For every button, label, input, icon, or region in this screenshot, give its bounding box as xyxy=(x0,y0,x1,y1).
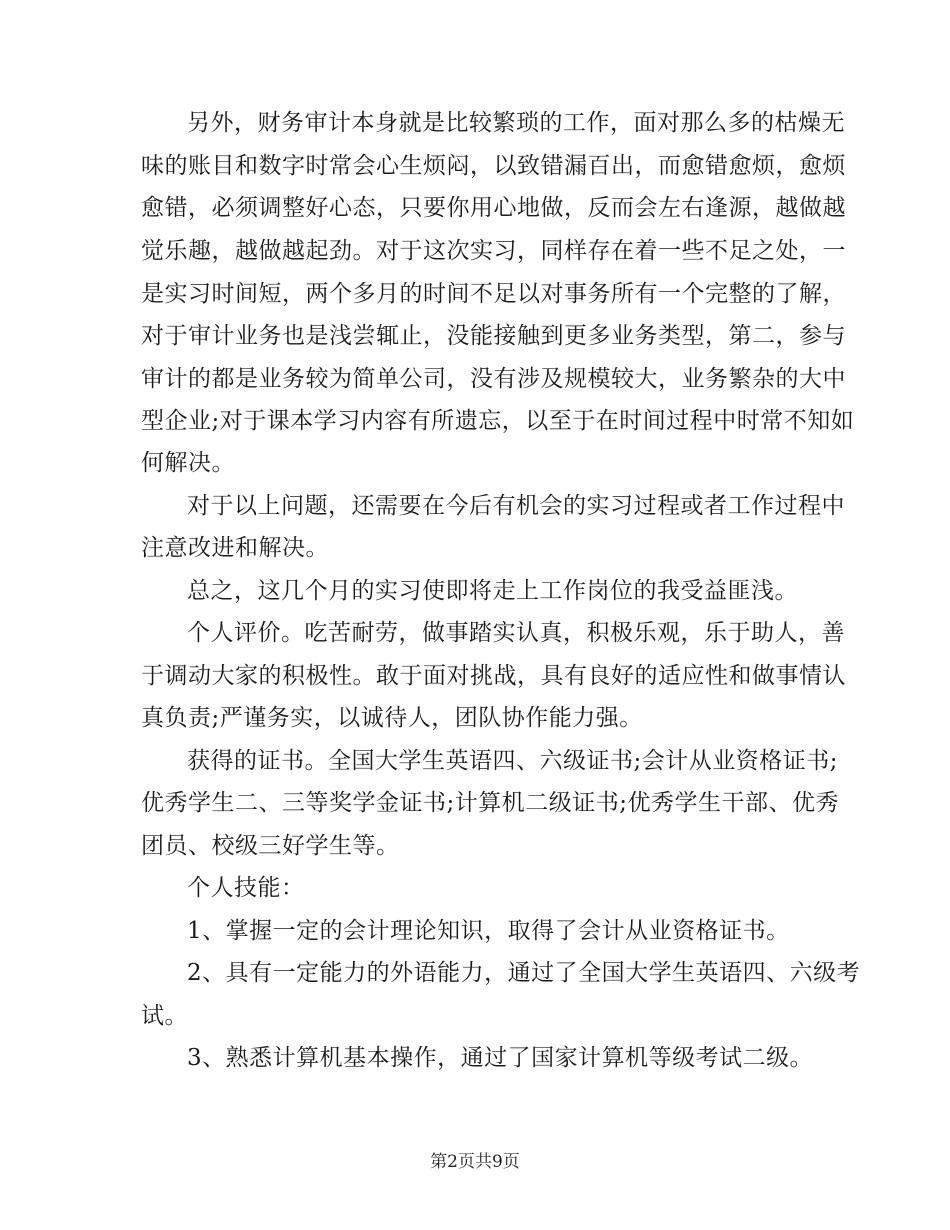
paragraph-line: 1、掌握一定的会计理论知识，取得了会计从业资格证书。 xyxy=(187,918,790,944)
paragraph-line: 对于以上问题，还需要在今后有机会的实习过程或者工作过程中 xyxy=(187,493,845,519)
paragraph-line: 是实习时间短，两个多月的时间不足以对事务所有一个完整的了解， xyxy=(141,281,846,307)
paragraph-line: 试。 xyxy=(141,1003,188,1029)
paragraph-line: 味的账目和数字时常会心生烦闷，以致错漏百出，而愈错愈烦，愈烦 xyxy=(141,153,846,179)
paragraph-line: 真负责;严谨务实，以诚待人，团队协作能力强。 xyxy=(141,705,643,731)
paragraph-line: 型企业;对于课本学习内容有所遗忘，以至于在时间过程中时常不知如 xyxy=(141,408,855,434)
paragraph-line: 愈错，必须调整好心态，只要你用心地做，反而会左右逢源，越做越 xyxy=(141,195,846,221)
page-number-footer: 第2页共9页 xyxy=(430,1152,520,1172)
paragraph-line: 3、熟悉计算机基本操作，通过了国家计算机等级考试二级。 xyxy=(187,1045,814,1071)
paragraph-line: 注意改进和解决。 xyxy=(141,535,329,561)
paragraph-line: 优秀学生二、三等奖学金证书;计算机二级证书;优秀学生干部、优秀 xyxy=(141,790,839,816)
paragraph-line: 2、具有一定能力的外语能力，通过了全国大学生英语四、六级考 xyxy=(187,960,861,986)
paragraph-line: 何解决。 xyxy=(141,450,235,476)
paragraph-line: 另外，财务审计本身就是比较繁琐的工作，面对那么多的枯燥无 xyxy=(187,110,845,136)
paragraph-line: 对于审计业务也是浅尝辄止，没能接触到更多业务类型，第二，参与 xyxy=(141,323,846,349)
paragraph-line: 个人评价。吃苦耐劳，做事踏实认真，积极乐观，乐于助人，善 xyxy=(187,620,845,646)
paragraph-line: 个人技能： xyxy=(187,875,305,901)
paragraph-line: 获得的证书。全国大学生英语四、六级证书;会计从业资格证书; xyxy=(187,748,838,774)
paragraph-line: 觉乐趣，越做越起劲。对于这次实习，同样存在着一些不足之处，一 xyxy=(141,238,846,264)
paragraph-line: 总之，这几个月的实习使即将走上工作岗位的我受益匪浅。 xyxy=(187,578,798,604)
paragraph-line: 审计的都是业务较为简单公司，没有涉及规模较大，业务繁杂的大中 xyxy=(141,366,846,392)
paragraph-line: 团员、校级三好学生等。 xyxy=(141,833,400,859)
paragraph-line: 于调动大家的积极性。敢于面对挑战，具有良好的适应性和做事情认 xyxy=(141,663,846,689)
